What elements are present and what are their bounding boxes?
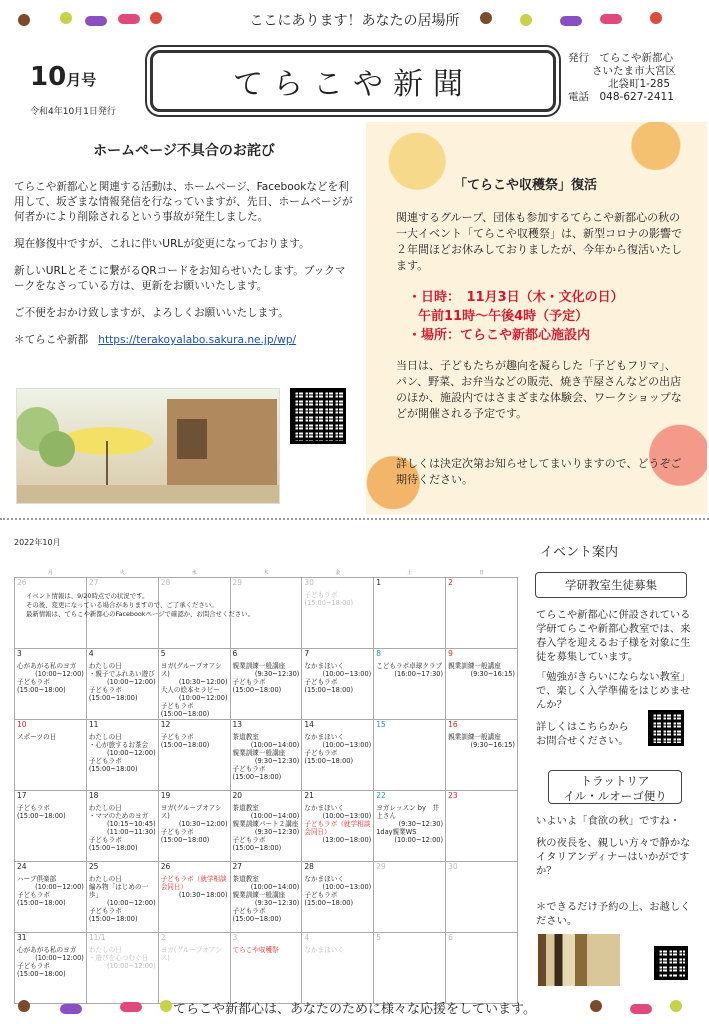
calendar-day[interactable] xyxy=(230,791,302,862)
calendar-event: 親業訓練一般講座 xyxy=(232,891,286,899)
apology-paragraph: ご不便をおかけ致しますが、よろしくお願いいたします。 xyxy=(14,307,289,319)
calendar-event: 子どもラボ(15:00~18:00) xyxy=(304,749,354,765)
calendar-event: (10:00~13:00) xyxy=(322,812,372,820)
day-number: 23 xyxy=(448,791,458,800)
calendar-day[interactable] xyxy=(230,933,302,1004)
calendar-event: 親業訓練一般講座 xyxy=(232,749,286,757)
day-number: 6 xyxy=(448,933,453,942)
calendar-event: (9:30~12:30) xyxy=(254,899,300,907)
schedule-line: 午前11時〜午後4時（予定） xyxy=(418,309,589,324)
calendar-day[interactable] xyxy=(158,720,230,791)
day-number: 17 xyxy=(17,791,27,800)
calendar-event: (10:00~13:00) xyxy=(322,741,372,749)
calendar-day[interactable] xyxy=(86,720,158,791)
calendar-event: 子どもラボ(15:00~18:00) xyxy=(232,836,282,852)
calendar-event: 子どもラボ(15:00~18:00) xyxy=(88,907,138,923)
qr-code-icon[interactable] xyxy=(654,946,688,980)
trattoria-label xyxy=(548,770,682,804)
calendar-day[interactable] xyxy=(86,791,158,862)
calendar-day[interactable] xyxy=(15,720,87,791)
calendar-event: (10:00~13:00) xyxy=(322,670,372,678)
day-number: 13 xyxy=(232,720,243,729)
calendar-event: 1day親業WS xyxy=(376,828,417,836)
day-number: 16 xyxy=(448,720,458,729)
calendar-event: (10:00~14:00) xyxy=(250,883,300,891)
day-number: 11/1 xyxy=(88,933,106,942)
day-number: 4 xyxy=(304,933,310,942)
calendar-week xyxy=(15,720,518,791)
calendar-event: 子どもラボ(15:00~18:00) xyxy=(17,962,66,978)
calendar-day[interactable] xyxy=(302,791,374,862)
calendar-event: 子どもラボ(15:00~18:00) xyxy=(160,733,210,749)
festival-intro: 関連するグループ、団体も参加するてらこや新都心の秋の一大イベント「てらこや収穫祭」は、新型コロナの影響で２年間ほどお休みしておりましたが、今年から復活いたします。 xyxy=(396,211,682,272)
notice-line: 最新情報は、てらこや新都心のFacebookページで確認か、お問合せください。 xyxy=(26,610,255,618)
calendar-event: (10:30~12:00) xyxy=(178,820,228,828)
day-number: 5 xyxy=(376,933,381,942)
calendar-event: (10:15~10:45) xyxy=(107,820,156,828)
calendar-day[interactable] xyxy=(15,791,87,862)
calendar-event: 子どもラボ(15:00~18:00) xyxy=(88,836,138,852)
day-number: 31 xyxy=(17,933,27,942)
calendar-day[interactable] xyxy=(158,791,230,862)
calendar-event: 子どもラボ(15:00~18:00) xyxy=(160,702,210,718)
schedule-line: ・場所：てらこや新都心施設内 xyxy=(408,328,591,343)
day-number: 18 xyxy=(88,791,99,800)
signature: ＊てらこや新都 xyxy=(14,334,89,346)
trattoria-text: いよいよ「食欲の秋」ですね・ xyxy=(536,815,681,827)
calendar-event: なかまほいく xyxy=(304,733,344,741)
harvest-festival-panel xyxy=(366,122,707,514)
weekday-header: 水 xyxy=(191,570,197,576)
calendar-event: (9:30~16:15) xyxy=(470,670,515,678)
calendar-event: ヨガ(グループオアシス) xyxy=(160,662,222,678)
calendar-day[interactable] xyxy=(86,933,158,1004)
calendar-day[interactable] xyxy=(15,862,87,933)
qr-code-icon[interactable] xyxy=(290,388,346,444)
calendar-day[interactable] xyxy=(158,933,230,1004)
calendar-day[interactable] xyxy=(230,862,302,933)
calendar-event: わたしの日 xyxy=(88,733,122,741)
calendar-event: (13:00~18:00) xyxy=(322,836,372,844)
day-number: 27 xyxy=(232,862,243,871)
calendar-day[interactable] xyxy=(158,649,230,720)
calendar-event: 子どもラボ(15:00~18:00) xyxy=(160,828,210,844)
day-number: 26 xyxy=(17,578,27,587)
trattoria-note: ＊できるだけ予約の上、お越しください。 xyxy=(536,901,691,927)
event-guide-title: イベント案内 xyxy=(540,545,619,560)
festival-detail: 当日は、子どもたちが趣向を凝らした「子どもフリマ」、パン、野菜、お弁当などの販売、焼き芋屋さんなどの出店のほか、施設内ではさまざまな体験会、ワークショップなどが開催される予定です。 xyxy=(396,359,682,420)
calendar-day[interactable] xyxy=(15,933,87,1004)
day-number: 8 xyxy=(376,649,381,658)
calendar-event: 編み物「はじめの一歩」 xyxy=(88,883,149,899)
tagline: ここにあります！あなたの居場所 xyxy=(249,13,460,29)
calendar-event: わたしの日 xyxy=(88,875,122,883)
day-number: 30 xyxy=(304,578,314,587)
qr-code-icon[interactable] xyxy=(648,710,684,746)
recruit-contact: 詳しくはこちらからお問合せください。 xyxy=(536,721,629,747)
day-number: 2 xyxy=(448,578,453,587)
calendar-event: 子どもラボ(15:00~18:00) xyxy=(304,678,354,694)
day-number: 2 xyxy=(160,933,166,942)
calendar-event: (10:00~12:00) xyxy=(35,883,84,891)
day-number: 19 xyxy=(160,791,171,800)
calendar-event: 子どもラボ(15:00~18:00) xyxy=(232,907,282,923)
calendar-week xyxy=(15,933,518,1004)
publisher-info xyxy=(568,52,676,104)
calendar-event: 心があがる私のヨガ xyxy=(17,946,77,954)
calendar-event: (9:30~12:30) xyxy=(254,757,300,765)
calendar-event: (10:00~14:00) xyxy=(250,741,300,749)
calendar-event: こどもラボ卓球クラブ xyxy=(376,662,443,670)
day-number: 21 xyxy=(304,791,314,800)
apology-title: ホームページ不具合のお詫び xyxy=(93,143,275,159)
calendar-day[interactable] xyxy=(374,720,446,791)
calendar-event: ・心が旅するお茶会 xyxy=(88,741,149,749)
calendar-week xyxy=(15,862,518,933)
calendar-event: なかまほいく xyxy=(304,662,344,670)
weekday-header: 火 xyxy=(119,570,125,576)
calendar-event: (10:00~12:00) xyxy=(35,670,84,678)
calendar-day[interactable] xyxy=(302,862,374,933)
apology-section xyxy=(14,140,354,360)
calendar-day[interactable] xyxy=(230,720,302,791)
calendar-event: 心があがる私のヨガ xyxy=(17,662,77,670)
day-number: 12 xyxy=(160,720,171,729)
recruit-quote: 「勉強がきらいにならない教室」で、楽しく入学準備をはじめませんか？ xyxy=(536,671,691,711)
calendar-week xyxy=(15,649,518,720)
recruit-text: てらこや新都心に併設されている学研てらこや新都心教室では、来春入学を迎えるお子様を対象に生徒を募集しています。 xyxy=(536,609,691,663)
day-number: 6 xyxy=(232,649,238,658)
calendar-day[interactable] xyxy=(230,649,302,720)
calendar-day[interactable] xyxy=(374,933,446,1004)
calendar-event: スポーツの日 xyxy=(17,733,57,741)
calendar-event: ・親子でふれあい遊び xyxy=(88,670,155,678)
day-number: 28 xyxy=(304,862,314,871)
calendar-event: 子どもラボ(15:00~18:00) xyxy=(88,757,138,773)
gakken-recruit-label: 学研教室生徒募集 xyxy=(535,572,687,598)
calendar-event: なかまほいく xyxy=(304,875,344,883)
calendar-event: (10:00~12:00) xyxy=(107,749,156,757)
calendar-day[interactable] xyxy=(446,578,518,649)
day-number: 26 xyxy=(160,862,171,871)
calendar-week xyxy=(15,791,518,862)
publisher-line: 電話 048-627-2411 xyxy=(568,91,674,103)
apology-paragraph: 新しいURLとそこに繋がるQRコードをお知らせいたします。ブックマークをなさっている方は、更新をお願いいたします。 xyxy=(14,265,346,292)
calendar-event: 子どもラボ(15:00~18:00) xyxy=(17,891,66,907)
calendar-event: (10:00~12:00) xyxy=(394,836,444,844)
issue-month: 10 xyxy=(30,62,67,92)
apology-paragraph: てらこや新都心と関連する活動は、ホームページ、Facebookなどを利用して、坂ざまな情報発信を行なっていますが、先日、ホームページが何者かにより削除されるという事故が発生しました。 xyxy=(14,181,353,223)
calendar-day[interactable] xyxy=(374,578,446,649)
section-divider xyxy=(0,518,709,520)
weekday-header: 土 xyxy=(407,570,413,576)
calendar-heading: 2022年10月 xyxy=(14,538,61,547)
calendar-event: ハーブ倶楽部 xyxy=(17,875,57,883)
calendar-event: 茶道教室 xyxy=(232,804,259,812)
calendar-event: 子どもラボ(15:00~18:00) xyxy=(232,678,282,694)
calendar-event: (16:00~17:30) xyxy=(394,670,444,678)
apology-url-line xyxy=(14,333,354,348)
calendar-event: 子どもラボ（就学相談会同日） xyxy=(160,875,227,891)
festival-schedule xyxy=(408,288,688,345)
calendar-event: 子どもラボ(15:00~18:00) xyxy=(304,591,354,607)
website-link[interactable]: https://terakoyalabo.sakura.ne.jp/wp/ xyxy=(98,334,297,346)
calendar-day[interactable] xyxy=(374,791,446,862)
calendar-event: ・遊びを心つむぐ日 xyxy=(88,954,149,962)
calendar-event: 子どもラボ(15:00~18:00) xyxy=(17,678,66,694)
calendar-event: 親業訓練一般講座 xyxy=(448,733,501,741)
calendar-event: 茶道教室 xyxy=(232,733,259,741)
day-number: 3 xyxy=(232,933,238,942)
calendar-event: 子どもラボ(15:00~18:00) xyxy=(17,804,66,820)
weekday-header: 木 xyxy=(263,570,269,576)
calendar-day[interactable] xyxy=(302,933,374,1004)
calendar-event: 子どもラボ(15:00~18:00) xyxy=(304,891,354,907)
calendar-event: (9:30~12:30) xyxy=(254,670,300,678)
calendar-event: 親業訓練パート２講座 xyxy=(232,820,299,828)
weekday-header: 金 xyxy=(335,570,341,576)
calendar-event: (10:30~12:00) xyxy=(178,678,228,686)
calendar-event: 子どもラボ(15:00~18:00) xyxy=(88,686,138,702)
schedule-line: ・日時： 11月3日（木・文化の日） xyxy=(408,290,624,305)
calendar-day[interactable] xyxy=(374,649,446,720)
calendar-event: (9:30~16:15) xyxy=(470,741,515,749)
calendar-event: 大人の絵本セラピー xyxy=(160,686,220,694)
calendar-event: わたしの日 xyxy=(88,804,122,812)
day-number: 22 xyxy=(376,791,386,800)
masthead xyxy=(150,50,556,112)
day-number: 30 xyxy=(448,862,458,871)
publisher-line: 北袋町1-285 xyxy=(608,78,671,90)
day-number: 3 xyxy=(17,649,22,658)
day-number: 10 xyxy=(17,720,27,729)
calendar-event: (10:00~13:00) xyxy=(322,883,372,891)
issue-date: 令和4年10月1日発行 xyxy=(30,107,116,117)
publisher-line: 発行 てらこや新都心 xyxy=(568,52,673,64)
calendar-event: (9:30~12:30) xyxy=(398,820,444,828)
weekday-header: 日 xyxy=(479,570,485,576)
day-number: 24 xyxy=(17,862,27,871)
notice-line: イベント情報は、9/20時点での状況です。 xyxy=(26,592,149,600)
calendar-event: (10:00~14:00) xyxy=(250,812,300,820)
calendar-event: わたしの日 xyxy=(88,946,122,954)
notice-line: その後、変更になっている場合がありますので、ご了承ください。 xyxy=(26,601,218,609)
calendar-event: (9:30~12:30) xyxy=(254,828,300,836)
day-number: 7 xyxy=(304,649,310,658)
apology-paragraph: 現在修復中ですが、これに伴いURLが変更になっております。 xyxy=(14,238,310,250)
calendar-event: (10:30~18:00) xyxy=(178,891,228,899)
day-number: 9 xyxy=(448,649,453,658)
calendar-event: ヨガレッスン by 井上さん xyxy=(376,804,440,820)
day-number: 29 xyxy=(232,578,243,587)
day-number: 4 xyxy=(88,649,94,658)
calendar-event: 茶道教室 xyxy=(232,875,259,883)
calendar-event: ヨガ(グループオアシス) xyxy=(160,946,222,962)
calendar-event: 親業訓練一般講座 xyxy=(232,662,286,670)
calendar-day[interactable] xyxy=(446,649,518,720)
calendar-day[interactable] xyxy=(374,862,446,933)
day-number: 27 xyxy=(88,578,99,587)
calendar-day[interactable] xyxy=(15,649,87,720)
calendar-day[interactable] xyxy=(446,862,518,933)
day-number: 1 xyxy=(376,578,381,587)
festival-title: 「てらこや収穫祭」復活 xyxy=(454,178,598,193)
day-number: 29 xyxy=(376,862,386,871)
facility-photo xyxy=(16,388,280,504)
newspaper-title: てらこや新聞 xyxy=(233,67,473,102)
calendar-day[interactable] xyxy=(86,862,158,933)
calendar-event: (11:00~11:30) xyxy=(107,828,156,836)
wine-bottles-photo xyxy=(538,934,620,986)
calendar-event: (10:00~12:00) xyxy=(178,694,228,702)
calendar-event: (10:00~12:00) xyxy=(107,962,156,970)
calendar-event: 子どもラボ（就学相談会同日） xyxy=(304,820,371,836)
trattoria-text: 秋の夜長を、親しい方々で静かなイタリアンディナーはいかがですか？ xyxy=(536,837,691,877)
day-number: 28 xyxy=(160,578,171,587)
day-number: 15 xyxy=(376,720,386,729)
event-calendar xyxy=(14,568,518,1004)
footer-message: てらこや新都心は、あなたのために様々な応援をしています。 xyxy=(173,1002,536,1017)
calendar-event: わたしの日 xyxy=(88,662,122,670)
day-number: 20 xyxy=(232,791,243,800)
trattoria-label-line: トラットリア xyxy=(580,774,650,788)
calendar-event: (10:00~12:00) xyxy=(107,899,156,907)
weekday-header: 月 xyxy=(47,570,53,576)
day-number: 25 xyxy=(88,862,99,871)
issue-suffix: 月号 xyxy=(66,71,97,89)
calendar-event: なかまほいく xyxy=(304,804,344,812)
calendar-notice xyxy=(26,592,326,619)
calendar-day[interactable] xyxy=(446,791,518,862)
calendar-day[interactable] xyxy=(86,649,158,720)
festival-more: 詳しくは決定次第お知らせしてまいりますので、どうぞご期待ください。 xyxy=(396,457,682,486)
day-number: 11 xyxy=(88,720,99,729)
calendar-event: 親業訓練一般講座 xyxy=(448,662,501,670)
calendar-event: てらこや収穫祭 xyxy=(232,946,279,954)
calendar-event: なかまほいく xyxy=(304,946,344,954)
facility-illustration xyxy=(17,389,279,503)
calendar-event: 子どもラボ(15:00~18:00) xyxy=(232,765,282,781)
day-number: 5 xyxy=(160,649,166,658)
calendar-event: ヨガ(グループオアシス) xyxy=(160,804,222,820)
calendar-day[interactable] xyxy=(302,649,374,720)
trattoria-label-line: イル・ルオーゴ便り xyxy=(563,789,667,803)
calendar-day[interactable] xyxy=(158,862,230,933)
calendar-day[interactable] xyxy=(446,933,518,1004)
calendar-event: ・ママのためのヨガ xyxy=(88,812,149,820)
calendar-day[interactable] xyxy=(302,720,374,791)
calendar-event: (10:00~12:00) xyxy=(35,954,84,962)
calendar-event: (10:00~12:00) xyxy=(107,678,156,686)
calendar-day[interactable] xyxy=(446,720,518,791)
issue-number xyxy=(30,62,96,92)
publisher-line: さいたま市大宮区 xyxy=(592,65,676,77)
day-number: 14 xyxy=(304,720,314,729)
